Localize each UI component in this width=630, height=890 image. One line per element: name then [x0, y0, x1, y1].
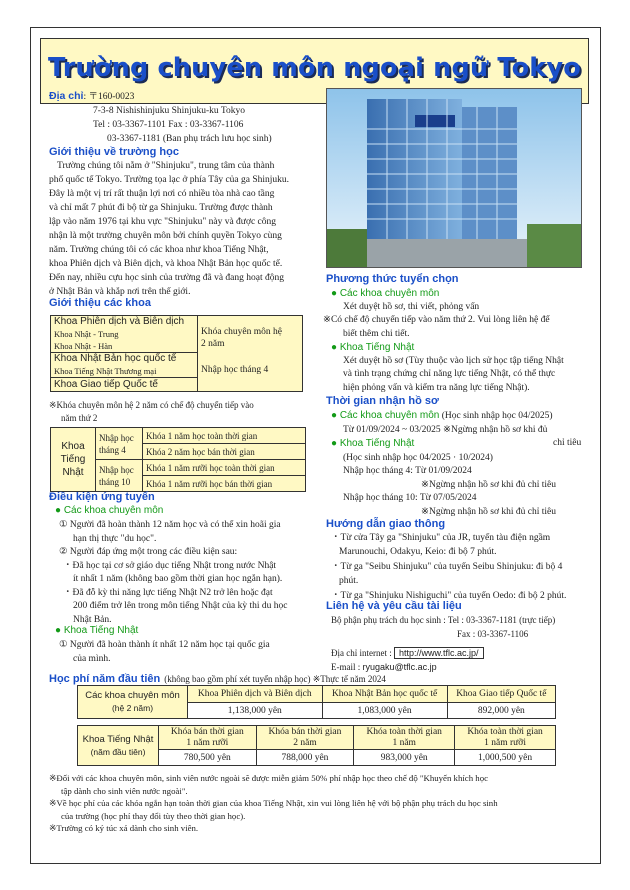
japanese-course-label: Khoa Tiếng Nhật [51, 428, 96, 492]
fees-heading: Học phí năm đầu tiên [49, 673, 161, 685]
conditions-heading: Điều kiện ứng tuyển [49, 491, 155, 503]
address-block [49, 89, 329, 146]
condition-line: của mình. [73, 653, 111, 664]
fees-specialized-table [77, 685, 556, 719]
intro-heading: Giới thiệu về trường học [49, 146, 179, 158]
intro-line: lập vào năm 1976 tại khu vực "Shinjuku" này và được công [49, 217, 277, 227]
course-2: Khóa 2 năm học bán thời gian [143, 444, 306, 460]
condition-line: ① Người đã hoàn thành 12 năm học và có thể xin hoãi gia [59, 520, 281, 530]
page-title: Trường chuyên môn ngoại ngữ Tokyo [47, 53, 582, 83]
condition-line: ・Đã học tại cơ sở giáo dục tiếng Nhật trong nước Nhật [63, 560, 277, 571]
condition-line: ít nhất 1 năm (không bao gồm thời gian học ngắn hạn). [73, 574, 283, 584]
admission-heading: Phương thức tuyển chọn [326, 273, 459, 285]
faculty-course-info: Khóa chuyên môn hệ 2 năm Nhập học tháng 4 [198, 316, 303, 392]
faculties-heading: Giới thiệu các khoa [49, 297, 151, 309]
address-street: 7-3-8 Nishishinjuku Shinjuku-ku Tokyo [93, 106, 245, 116]
address-postal: : 〒160-0023 [83, 92, 135, 102]
april-intake: Nhập học tháng 4 [96, 428, 143, 460]
fees-spec-val-3: 892,000 yên [447, 703, 555, 719]
school-building-photo [326, 88, 582, 268]
japanese-course-table [50, 427, 306, 492]
contact-text: Bộ phận phụ trách du học sinh : Tel : 03-3367-1181 (trực tiếp) Fax : 03-3367-1106 Địa chỉ internet : http://www.tflc.ac.jp/ E-mail : ryugaku@tflc.ac.jp [331, 615, 556, 672]
faculty-translation: Khoa Phiên dịch và Biên dịch Khoa Nhật - Trung Khoa Nhật - Hàn [51, 316, 198, 353]
condition-line: Nhật Bản. [73, 614, 112, 625]
admission-text: ● Các khoa chuyên môn Xét duyệt hồ sơ, thi viết, phỏng vấn ※Có chế độ chuyển tiếp vào năm thứ 2. Vui lòng liên hệ để biết thêm chi tiết. ● Khoa Tiếng Nhật Xét duyệt hồ sơ (Tùy thuộc vào lịch sử học tập tiếng Nhật và tình trạng chứng chỉ năng lực tiếng Nhật, có thể thực hiện phỏng vấn và kiểm tra năng lực tiếng Nhật). [323, 288, 564, 393]
course-3: Khóa 1 năm rưỡi học toàn thời gian [143, 460, 306, 476]
footnotes: ※Đối với các khoa chuyên môn, sinh viên nước ngoài sẽ được miễn giảm 50% phí nhập học theo chế độ "Khuyến khích học tập dành cho sinh viên nước ngoài". ※Về học phí của các khóa ngắn hạn toàn thời gian của khoa Tiếng Nhật, xin vui lòng liên hệ với bộ phận phụ trách du học sinh của trường (học phí thay đổi tùy theo thời gian học). ※Trường có ký túc xá dành cho sinh viên. [49, 773, 498, 833]
faculties-note: ※Khóa chuyên môn hệ 2 năm có chế độ chuyển tiếp vào năm thứ 2 [49, 400, 254, 423]
intro-line: khoa Phiên dịch và Biên dịch, và khoa Nhật Bản học quốc tế. [49, 259, 283, 269]
intro-line: năm. Trường chúng tôi có các khoa như khoa Tiếng Nhật, [49, 245, 269, 255]
intro-line: nhận là một trường chuyên môn bởi chính quyền Tokyo cùng [49, 231, 282, 241]
contact-heading: Liên hệ và yêu cầu tài liệu [326, 600, 462, 612]
condition-line: hạn thị thực "du học". [73, 533, 157, 544]
fees-spec-col-3: Khoa Giao tiếp Quốc tế [447, 686, 555, 703]
course-4: Khóa 1 năm rưỡi học bán thời gian [143, 476, 306, 492]
brochure-page [30, 27, 601, 864]
fees-jp-val-3: 983,000 yên [354, 750, 455, 766]
conditions-japanese-text [59, 639, 331, 666]
fees-spec-val-2: 1,083,000 yên [322, 703, 447, 719]
address-tel2: 03-3367-1181 (Ban phụ trách lưu học sinh) [107, 134, 272, 144]
fees-japanese-label: Khoa Tiếng Nhật (năm đầu tiên) [78, 726, 159, 766]
transport-heading: Hướng dẫn giao thông [326, 518, 446, 530]
fees-jp-col-4: Khóa toàn thời gian 1 năm rưỡi [455, 726, 556, 750]
fees-jp-col-3: Khóa toàn thời gian 1 năm [354, 726, 455, 750]
conditions-sub-japanese: ● Khoa Tiếng Nhật [55, 625, 139, 636]
intro-line: Đây là một vị trí rất thuận lợi nơi có nhiều tòa nhà cao tầng [49, 189, 275, 199]
website-link[interactable]: http://www.tflc.ac.jp/ [394, 647, 484, 659]
faculties-table [50, 315, 303, 392]
fees-spec-col-1: Khoa Phiên dịch và Biên dịch [188, 686, 323, 703]
fees-jp-col-1: Khóa bán thời gian 1 năm rưỡi [159, 726, 257, 750]
condition-line: ② Người đáp ứng một trong các điều kiện sau: [59, 547, 238, 557]
intro-line: Trường chúng tôi nằm ở "Shinjuku", trung tâm của thành [57, 161, 275, 171]
conditions-sub-specialized: ● Các khoa chuyên môn [55, 505, 164, 516]
transport-text: ・Từ cửa Tây ga "Shinjuku" của JR, tuyến tàu điện ngầm Marunouchi, Odakyu, Keio: đi bộ 7 phút. ・Từ ga "Seibu Shinjuku" của tuyến Seibu Shinjuku: đi bộ 4 phút. ・Từ ga "Shinjuku Nishiguchi" của tuyến Oedo: đi bộ 2 phút. [331, 533, 567, 601]
october-intake: Nhập học tháng 10 [96, 460, 143, 492]
intro-text [49, 159, 321, 299]
condition-line: ・Đã đỗ kỳ thi năng lực tiếng Nhật N2 trở lên hoặc đạt [63, 587, 273, 598]
schedule-text: ● Các khoa chuyên môn (Học sinh nhập học 04/2025) Từ 01/09/2024 ~ 03/2025 ※Ngừng nhận hồ sơ khi đủ ● Khoa Tiếng Nhật chỉ tiêu (Học sinh nhập học 04/2025 · 10/2024) Nhập học tháng 4: Từ 01/09/2024 ※Ngừng nhận hồ sơ khi đủ chỉ tiêu Nhập học tháng 10: Từ 07/05/2024 ※Ngừng nhận hồ sơ khi đủ chỉ tiêu [331, 410, 582, 517]
intro-line: phố quốc tế Tokyo. Trường tọa lạc ở phía Tây của ga Shinjuku. [49, 175, 290, 185]
course-1: Khóa 1 năm học toàn thời gian [143, 428, 306, 444]
fees-jp-val-4: 1,000,500 yên [455, 750, 556, 766]
intro-line: Đến nay, nhiều cựu học sinh của trường đã và đang hoạt động [49, 273, 284, 283]
fees-jp-val-1: 780,500 yên [159, 750, 257, 766]
fees-japanese-table [77, 725, 556, 766]
faculty-international: Khoa Nhật Bản học quốc tế Khoa Tiếng Nhật Thương mại [51, 353, 198, 378]
faculty-communication: Khoa Giao tiếp Quốc tế [51, 378, 198, 392]
fees-spec-val-1: 1,138,000 yên [188, 703, 323, 719]
schedule-heading: Thời gian nhận hồ sơ [326, 395, 439, 407]
intro-line: ở Nhật Bản và khắp nơi trên thế giới. [49, 287, 191, 297]
fees-jp-val-2: 788,000 yên [256, 750, 354, 766]
intro-line: và chỉ mất 7 phút đi bộ từ ga Shinjuku. Trường được thành [49, 203, 273, 213]
condition-line: ① Người đã hoàn thành ít nhất 12 năm học tại quốc gia [59, 640, 270, 650]
conditions-specialized-text [59, 519, 331, 627]
fees-jp-col-2: Khóa bán thời gian 2 năm [256, 726, 354, 750]
address-tel-fax: Tel : 03-3367-1101 Fax : 03-3367-1106 [93, 120, 244, 130]
address-label: Địa chỉ [49, 90, 84, 102]
fees-spec-col-2: Khoa Nhật Bản học quốc tế [322, 686, 447, 703]
fees-header: Học phí năm đầu tiên (không bao gồm phí xét tuyển nhập học) ※Thực tế năm 2024 [49, 673, 386, 685]
email-link[interactable]: ryugaku@tflc.ac.jp [362, 661, 437, 672]
fees-specialized-label: Các khoa chuyên môn (hệ 2 năm) [78, 686, 188, 719]
condition-line: 200 điểm trở lên trong môn tiếng Nhật của kỳ thi du học [73, 601, 288, 611]
